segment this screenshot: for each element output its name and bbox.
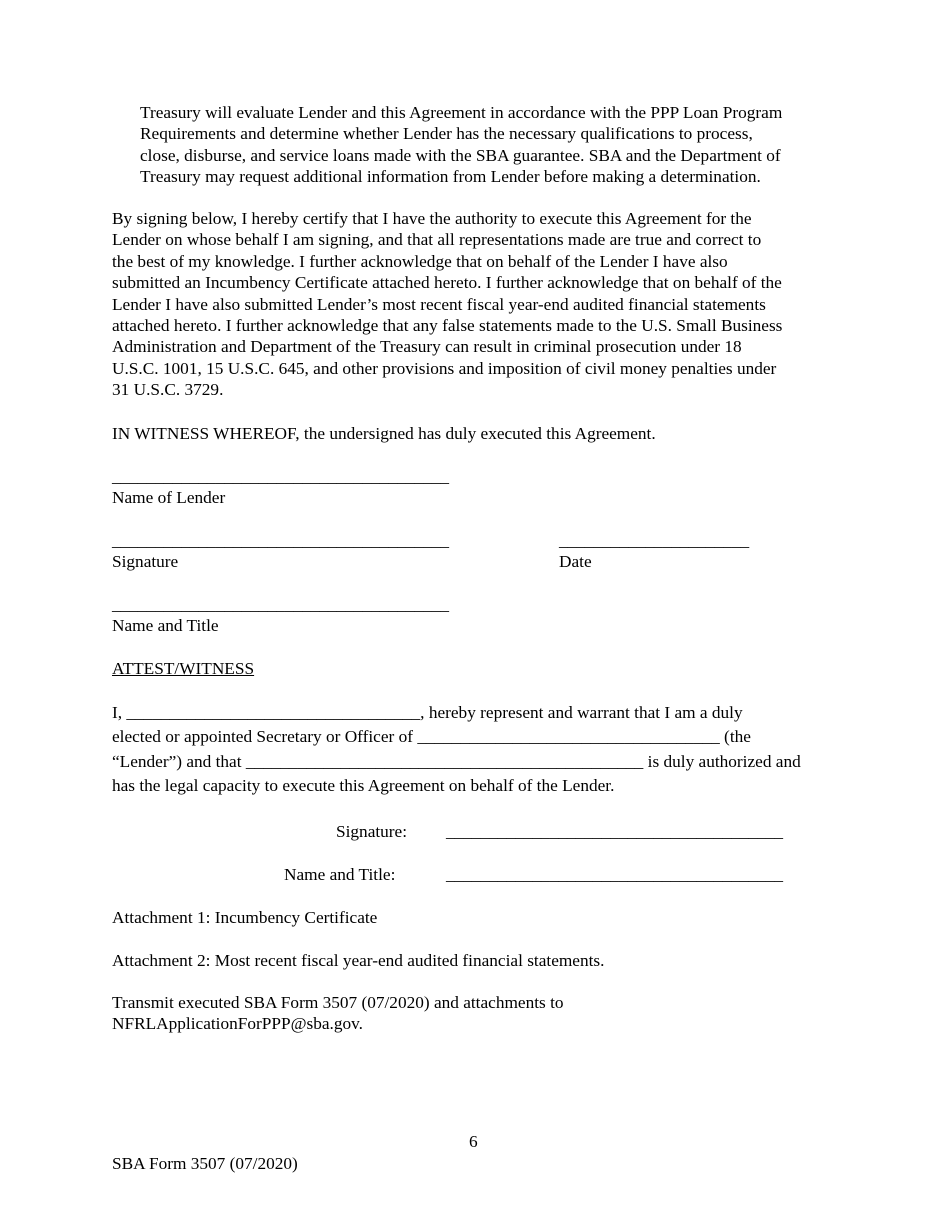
text-line: U.S.C. 1001, 15 U.S.C. 645, and other provisions and imposition of civil money penalties under: [112, 358, 777, 378]
date-line[interactable]: ______________________: [559, 531, 750, 550]
text-line: 31 U.S.C. 3729.: [112, 380, 224, 400]
text-line: Lender on whose behalf I am signing, and that all representations made are true and correct to: [112, 230, 762, 250]
attest-heading: ATTEST/WITNESS: [112, 659, 255, 678]
date-label: Date: [559, 552, 592, 571]
text-line: Lender I have also submitted Lender’s most recent fiscal year-end audited financial statements: [112, 294, 766, 314]
text-line: I, __________________________________, hereby represent and warrant that I am a duly: [112, 703, 743, 722]
attest-paragraph: [112, 701, 852, 799]
intro-paragraph: [140, 102, 860, 188]
text-line: Requirements and determine whether Lender has the necessary qualifications to process,: [140, 124, 753, 144]
signature-label: Signature: [112, 552, 179, 571]
text-line: has the legal capacity to execute this Agreement on behalf of the Lender.: [112, 776, 615, 796]
text-line: elected or appointed Secretary or Officer of ___________________________________ (the: [112, 727, 751, 747]
witness-statement: IN WITNESS WHEREOF, the undersigned has duly executed this Agreement.: [112, 424, 656, 443]
name-and-title-label: Name and Title: [112, 616, 219, 635]
text-line: Administration and Department of the Treasury can result in criminal prosecution under 18: [112, 337, 742, 357]
attachment-2: Attachment 2: Most recent fiscal year-end audited financial statements.: [112, 951, 605, 970]
attest-signature-label: Signature:: [336, 822, 408, 841]
text-line: submitted an Incumbency Certificate attached hereto. I further acknowledge that on behalf of the: [112, 273, 782, 293]
name-of-lender-label: Name of Lender: [112, 488, 226, 507]
text-line: By signing below, I hereby certify that I have the authority to execute this Agreement for the: [112, 209, 752, 228]
email-link[interactable]: NFRLApplicationForPPP@sba.gov.: [112, 1014, 363, 1034]
page-number: 6: [469, 1132, 478, 1151]
name-of-lender-line[interactable]: _______________________________________: [112, 467, 449, 486]
text-line: close, disburse, and service loans made with the SBA guarantee. SBA and the Department of: [140, 145, 781, 165]
signature-line[interactable]: _______________________________________: [112, 531, 449, 550]
form-footer: SBA Form 3507 (07/2020): [112, 1154, 298, 1173]
text-line: attached hereto. I further acknowledge that any false statements made to the U.S. Small Business: [112, 316, 783, 336]
text-line: Transmit executed SBA Form 3507 (07/2020) and attachments to: [112, 993, 564, 1012]
attest-name-title-label: Name and Title:: [284, 865, 396, 884]
text-line: the best of my knowledge. I further acknowledge that on behalf of the Lender I have also: [112, 251, 728, 271]
text-line: Treasury will evaluate Lender and this Agreement in accordance with the PPP Loan Program: [140, 103, 783, 122]
text-line: “Lender”) and that ______________________________________________ is duly authorized and: [112, 751, 801, 771]
certification-paragraph: [112, 208, 852, 401]
text-line: Treasury may request additional information from Lender before making a determination.: [140, 167, 761, 187]
transmit-instructions: [112, 992, 564, 1035]
attachment-1: Attachment 1: Incumbency Certificate: [112, 908, 378, 927]
name-and-title-line[interactable]: _______________________________________: [112, 595, 449, 614]
attest-signature-line[interactable]: _______________________________________: [446, 822, 783, 841]
attest-name-title-line[interactable]: _______________________________________: [446, 865, 783, 884]
